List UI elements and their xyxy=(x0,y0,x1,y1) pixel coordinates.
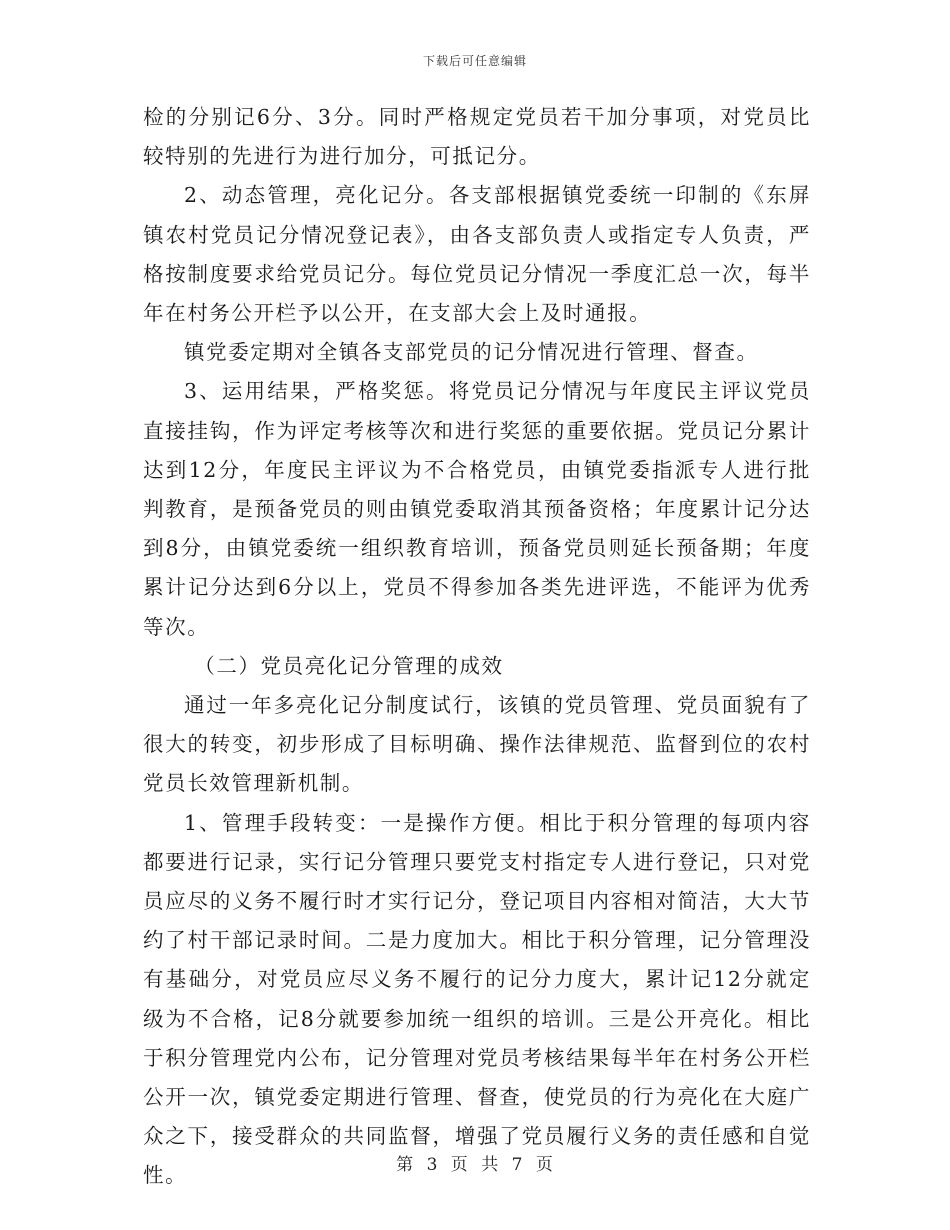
paragraph-supervision: 镇党委定期对全镇各支部党员的记分情况进行管理、督查。 xyxy=(184,340,759,365)
paragraph-dynamic-management: 2、动态管理，亮化记分。各支部根据镇党委统一印制的《东屏镇农村党员记分情况登记表》，由各支部负责人或指定专人负责，严格按制度要求给党员记分。每位党员记分情况一季度汇总一次，每半年在村务公开栏予以公开，在支部大会上及时通报。 xyxy=(143,183,811,326)
footer-total-pages: 7 xyxy=(511,1155,524,1175)
paragraph-continuation: 检的分别记6分、3分。同时严格规定党员若干加分事项，对党员比较特别的先进行为进行加分，可抵记分。 xyxy=(143,105,811,169)
paragraph-rewards-penalties: 3、运用结果，严格奖惩。将党员记分情况与年度民主评议党员直接挂钩，作为评定考核等次和进行奖惩的重要依据。党员记分累计达到12分，年度民主评议为不合格党员，由镇党委指派专人进行批判教育，是预备党员的则由镇党委取消其预备资格；年度累计记分达到8分，由镇党委统一组织教育培训，预备党员则延长预备期；年度累计记分达到6分以上，党员不得参加各类先进评选，不能评为优秀等次。 xyxy=(143,379,811,639)
document-body xyxy=(143,98,811,1196)
page-header: 下载后可任意编辑 xyxy=(422,54,527,68)
footer-current-page: 3 xyxy=(426,1155,439,1175)
paragraph-results-intro: 通过一年多亮化记分制度试行，该镇的党员管理、党员面貌有了很大的转变，初步形成了目标明确、操作法律规范、监督到位的农村党员长效管理新机制。 xyxy=(143,693,811,796)
footer-prefix: 第 xyxy=(396,1155,415,1175)
footer-suffix: 页 xyxy=(535,1155,554,1175)
footer-total-word: 共 xyxy=(481,1155,500,1175)
paragraph-management-change: 1、管理手段转变：一是操作方便。相比于积分管理的每项内容都要进行记录，实行记分管理只要党支村指定专人进行登记，只对党员应尽的义务不履行时才实行记分，登记项目内容相对简洁，大大节约了村干部记录时间。二是力度加大。相比于积分管理，记分管理没有基础分，对党员应尽义务不履行的记分力度大，累计记12分就定级为不合格，记8分就要参加统一组织的培训。三是公开亮化。相比于积分管理党内公布，记分管理对党员考核结果每半年在村务公开栏公开一次，镇党委定期进行管理、督查，使党员的行为亮化在大庭广众之下，接受群众的共同监督，增强了党员履行义务的责任感和自觉性。 xyxy=(143,810,811,1188)
footer-page-word: 页 xyxy=(450,1155,469,1175)
section-heading: （二）党员亮化记分管理的成效 xyxy=(194,653,504,678)
page-footer xyxy=(0,1150,950,1175)
